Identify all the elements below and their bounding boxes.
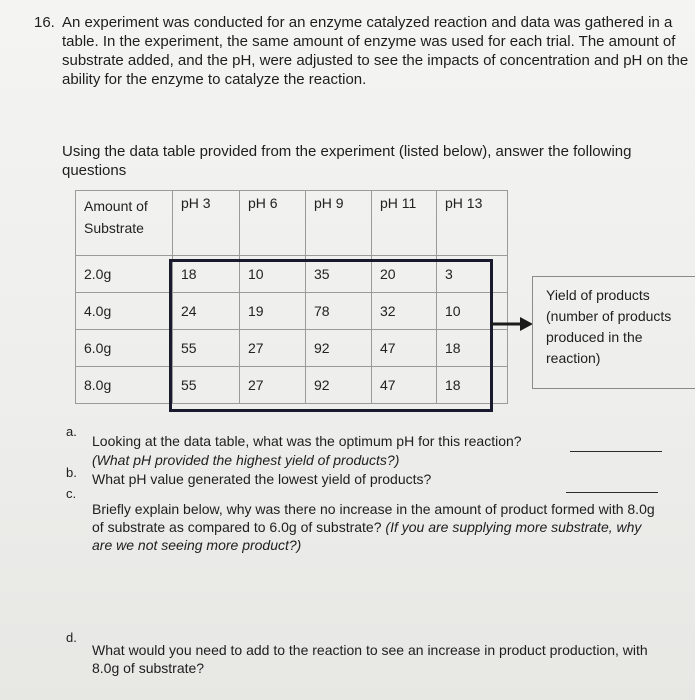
question-intro — [62, 13, 687, 89]
intro-line: An experiment was conducted for an enzyme catalyzed reaction and data was gathered in a — [62, 14, 673, 31]
subquestion-b-letter: b. — [66, 465, 77, 480]
subquestion-a-hint: (What pH provided the highest yield of products?) — [92, 452, 400, 468]
instruction-line: questions — [62, 162, 127, 179]
intro-line: table. In the experiment, the same amount of enzyme was used for each trial. The amount of — [62, 33, 676, 50]
arrow-right-icon — [490, 316, 534, 332]
intro-line: substrate added, and the pH, were adjusted to see the impacts of concentration and pH on the — [62, 52, 689, 69]
ph-header: pH 11 — [372, 191, 437, 256]
ph-header: pH 3 — [173, 191, 240, 256]
ph-header: pH 9 — [306, 191, 372, 256]
ph-header: pH 6 — [240, 191, 306, 256]
subquestion-c-line2-normal: of substrate as compared to 6.0g of substrate? — [92, 519, 382, 535]
substrate-header — [76, 191, 173, 256]
substrate-cell: 2.0g — [76, 256, 173, 293]
yield-label-line: (number of products — [546, 308, 672, 324]
subquestion-d-letter: d. — [66, 630, 77, 645]
subquestion-c-line3: are we not seeing more product?) — [92, 537, 302, 553]
ph-header: pH 13 — [437, 191, 508, 256]
yield-label-line: produced in the — [546, 329, 643, 345]
yield-label-box — [532, 276, 695, 389]
yield-cell: 92 — [306, 330, 372, 367]
yield-cell: 35 — [306, 256, 372, 293]
yield-cell: 55 — [173, 330, 240, 367]
yield-cell: 20 — [372, 256, 437, 293]
table-instructions — [62, 142, 662, 180]
yield-cell: 27 — [240, 367, 306, 404]
yield-cell: 18 — [173, 256, 240, 293]
subquestion-d-text: What would you need to add to the reaction to see an increase in product production, with — [92, 642, 648, 658]
question-number: 16. — [34, 14, 55, 31]
yield-cell: 18 — [437, 367, 508, 404]
table-header-row — [76, 191, 508, 256]
yield-cell: 24 — [173, 293, 240, 330]
yield-label-line: reaction) — [546, 350, 601, 366]
yield-cell: 10 — [437, 293, 508, 330]
yield-cell: 55 — [173, 367, 240, 404]
subquestion-c-letter: c. — [66, 486, 77, 501]
subquestion-a-text: Looking at the data table, what was the optimum pH for this reaction? — [92, 433, 522, 449]
yield-cell: 92 — [306, 367, 372, 404]
subquestion-c-line2 — [92, 518, 641, 536]
yield-cell: 18 — [437, 330, 508, 367]
yield-label-line: Yield of products — [546, 287, 650, 303]
yield-cell: 27 — [240, 330, 306, 367]
yield-cell: 32 — [372, 293, 437, 330]
table-row — [76, 256, 508, 293]
table-row — [76, 293, 508, 330]
substrate-cell: 6.0g — [76, 330, 173, 367]
substrate-cell: 4.0g — [76, 293, 173, 330]
answer-blank-b[interactable] — [566, 492, 658, 493]
yield-cell: 10 — [240, 256, 306, 293]
substrate-cell: 8.0g — [76, 367, 173, 404]
subquestion-a-letter: a. — [66, 424, 77, 439]
yield-cell: 3 — [437, 256, 508, 293]
instruction-line: Using the data table provided from the experiment (listed below), answer the following — [62, 143, 632, 160]
subquestion-c-text: Briefly explain below, why was there no increase in the amount of product formed with 8.0g — [92, 501, 655, 517]
substrate-header-line2: Substrate — [84, 220, 144, 236]
yield-cell: 47 — [372, 330, 437, 367]
yield-cell: 19 — [240, 293, 306, 330]
yield-cell: 78 — [306, 293, 372, 330]
table-row — [76, 367, 508, 404]
answer-blank-a[interactable] — [570, 451, 662, 452]
substrate-header-line1: Amount of — [84, 198, 148, 214]
enzyme-data-table — [75, 190, 508, 404]
intro-line: ability for the enzyme to catalyze the reaction. — [62, 71, 367, 88]
table-row — [76, 330, 508, 367]
subquestion-b-text: What pH value generated the lowest yield of products? — [92, 471, 432, 487]
subquestion-c-line2-italic: (If you are supplying more substrate, why — [385, 519, 642, 535]
subquestion-d-line2: 8.0g of substrate? — [92, 660, 205, 676]
yield-cell: 47 — [372, 367, 437, 404]
